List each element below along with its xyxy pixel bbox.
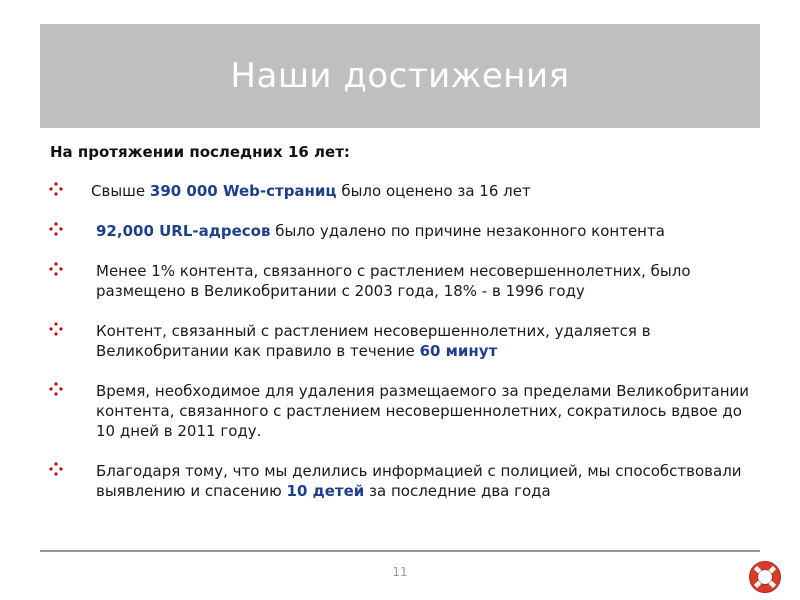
lifebuoy-icon (748, 560, 782, 594)
bullet-item (48, 181, 760, 201)
diamond-bullet-icon (48, 381, 64, 397)
diamond-bullet-icon (48, 461, 64, 477)
bullet-text-part: было оценено за 16 лет (336, 182, 531, 200)
bullet-list (48, 181, 760, 501)
title-bar (40, 24, 760, 128)
bullet-text (48, 221, 760, 241)
bullet-text (48, 261, 760, 301)
bullet-highlight: 92,000 URL-адресов (96, 222, 271, 240)
bullet-spacer (48, 201, 760, 221)
bullet-item (48, 261, 760, 301)
bullet-text-part: Время, необходимое для удаления размещаемого за пределами Великобритании контента, связанного с растлением несовершеннолетних, сократилось вдвое до 10 дней в 2011 году. (96, 382, 750, 440)
bullet-spacer (48, 361, 760, 381)
diamond-bullet-icon (48, 261, 64, 277)
bullet-spacer (48, 241, 760, 261)
bullet-text (48, 381, 760, 441)
bullet-text-part: Менее 1% контента, связанного с растлением несовершеннолетних, было размещено в Великобритании с 2003 года, 18% - в 1996 году (96, 262, 691, 300)
bullet-text (48, 181, 760, 201)
bullet-text (48, 321, 760, 361)
bullet-highlight: 60 минут (419, 342, 498, 360)
bullet-spacer (48, 301, 760, 321)
bullet-text (48, 461, 760, 501)
diamond-bullet-icon (48, 321, 64, 337)
page-number: 11 (392, 565, 408, 579)
bullet-spacer (48, 441, 760, 461)
bullet-item (48, 221, 760, 241)
bullet-highlight: 390 000 Web-страниц (149, 182, 337, 200)
footer-divider (40, 550, 760, 552)
bullet-text-part: Благодаря тому, что мы делились информацией с полицией, мы способствовали выявлению и спасению (96, 462, 742, 500)
bullet-item (48, 321, 760, 361)
diamond-bullet-icon (48, 181, 64, 197)
bullet-text-part: за последние два года (364, 482, 551, 500)
slide-title: Наши достижения (230, 56, 570, 96)
bullet-text-part: Контент, связанный с растлением несовершеннолетних, удаляется в Великобритании как правило в течение (96, 322, 651, 360)
bullet-item (48, 461, 760, 501)
bullet-text-part: было удалено по причине незаконного контента (270, 222, 665, 240)
diamond-bullet-icon (48, 221, 64, 237)
bullet-item (48, 381, 760, 441)
bullet-text-part: Свыше (91, 182, 150, 200)
intro-text: На протяжении последних 16 лет: (50, 143, 350, 161)
bullet-highlight: 10 детей (286, 482, 365, 500)
